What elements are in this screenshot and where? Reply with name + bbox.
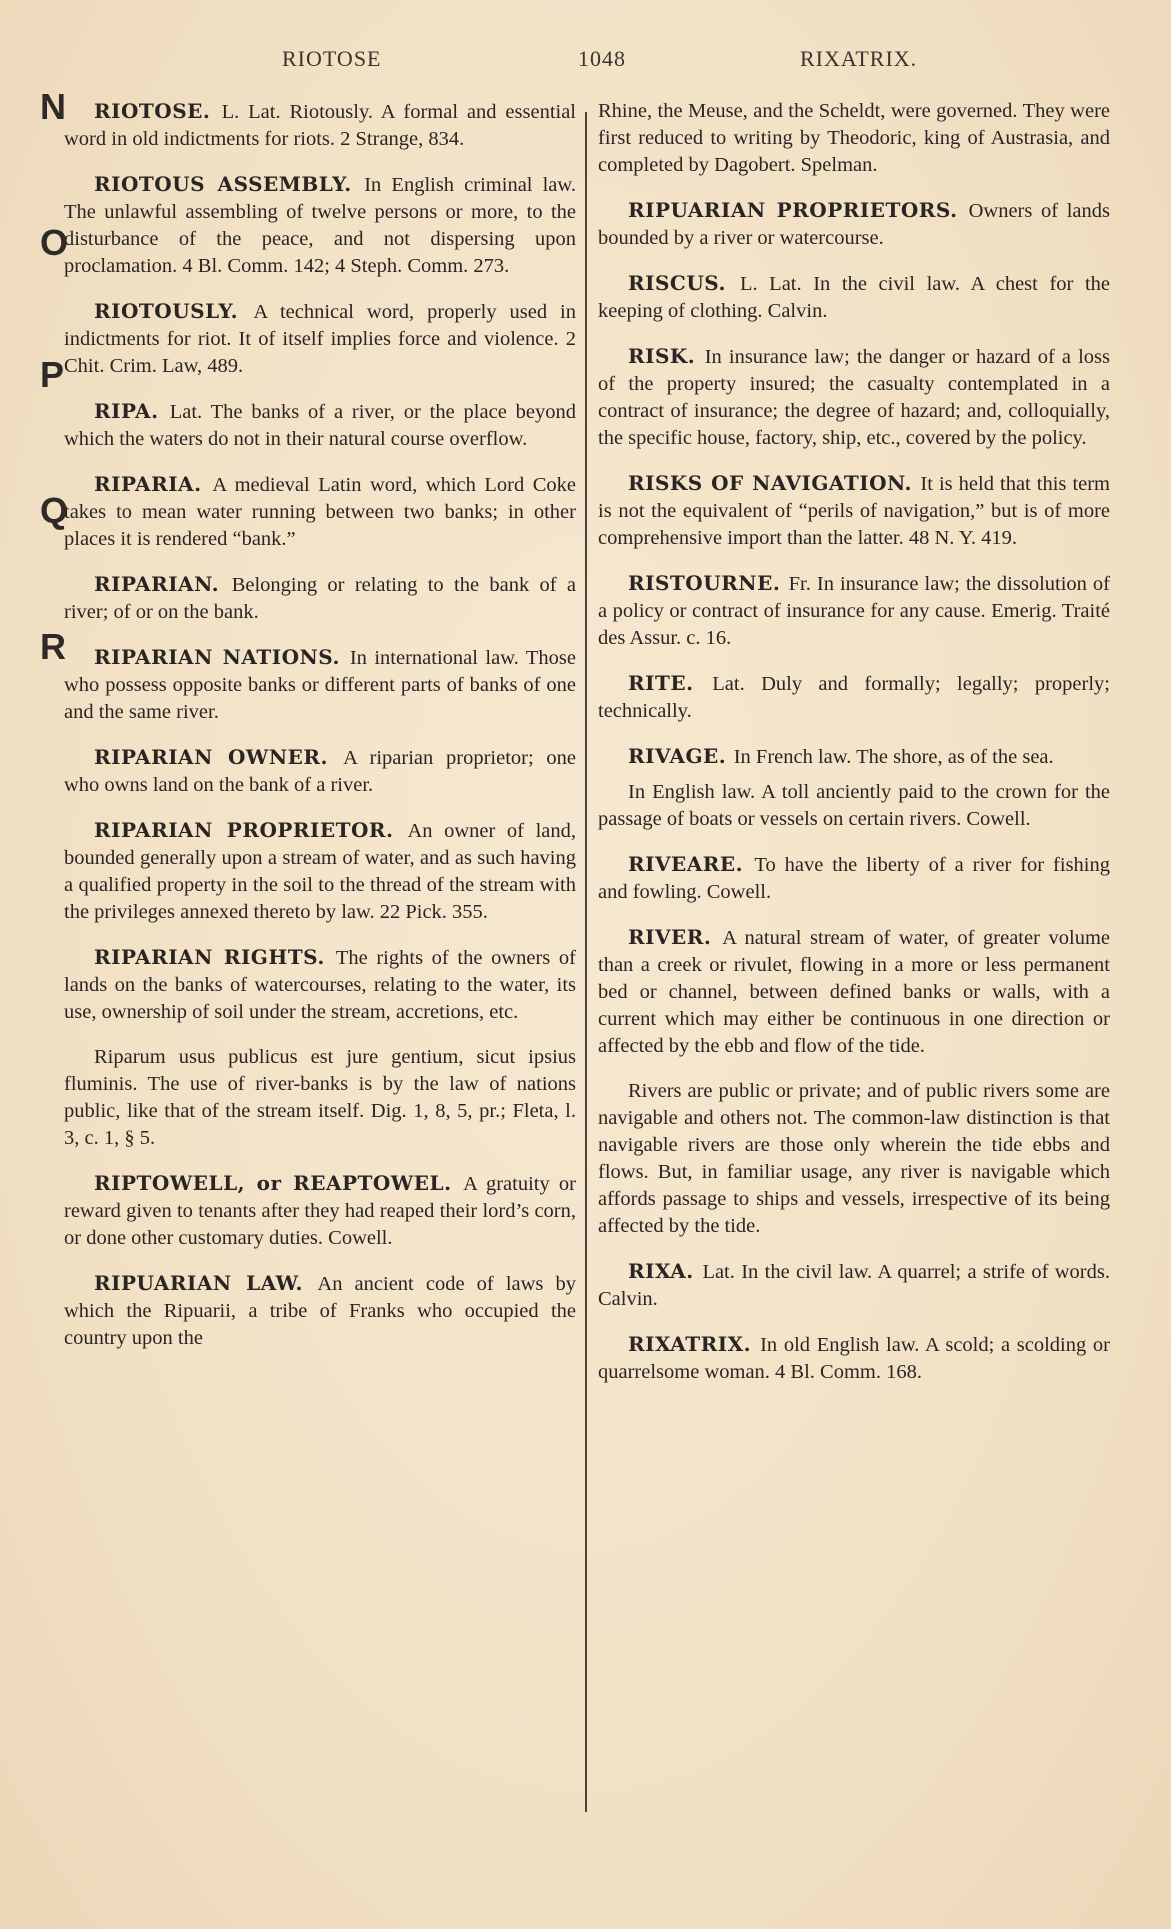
entry-headword: RIOTOSE. — [94, 99, 211, 123]
entry-definition: An owner of land, bounded generally upon a stream of water, and as such having a qualified property in the soil to the thread of the stream with the privileges annexed thereto by law. 22 Pick. 355. — [64, 820, 577, 923]
running-head-left: RIOTOSE — [282, 46, 382, 71]
entry-headword: RIOTOUSLY. — [94, 299, 239, 323]
entry-definition: Lat. The banks of a river, or the place beyond which the waters do not in their natural course overflow. — [64, 401, 576, 450]
entry-headword: RISK. — [628, 344, 696, 368]
dictionary-entry — [598, 924, 1110, 1060]
dictionary-entry — [598, 470, 1110, 552]
entry-headword: RIVEARE. — [628, 852, 744, 876]
entry-definition: In French law. The shore, as of the sea. — [733, 746, 1054, 768]
thumb-index-letter: O — [40, 222, 69, 263]
entry-sense-paragraph — [598, 1078, 1110, 1240]
entry-headword: RIPUARIAN PROPRIETORS. — [628, 198, 958, 222]
column-divider — [585, 112, 587, 1812]
entry-definition: Fr. In insurance law; the dissolution of a policy or contract of insurance for any cause. Emerig. Traité des Assur. c. 16. — [598, 573, 1110, 649]
entry-sense-paragraph — [598, 779, 1110, 833]
entry-definition: L. Lat. In the civil law. A chest for the keeping of clothing. Calvin. — [598, 273, 1111, 322]
entry-headword: RIXA. — [628, 1259, 694, 1283]
entry-headword: RIPARIA. — [94, 472, 202, 496]
entry-definition: Owners of lands bounded by a river or watercourse. — [598, 200, 1111, 249]
entry-definition: Lat. In the civil law. A quarrel; a strife of words. Calvin. — [598, 1261, 1110, 1310]
entry-definition: To have the liberty of a river for fishing and fowling. Cowell. — [598, 854, 1110, 903]
entry-headword: RIOTOUS ASSEMBLY. — [94, 172, 352, 196]
entry-headword: RISKS OF NAVIGATION. — [628, 471, 912, 495]
dictionary-entry — [64, 171, 576, 280]
entry-headword: RIPTOWELL, or REAPTOWEL. — [94, 1171, 452, 1195]
maxim-text: Riparum usus publicus est jure gentium, sicut ipsius fluminis. The use of river-banks is by the law of nations public, like that of the stream itself. Dig. 1, 8, 5, pr.; Fleta, l. 3, c. 1, § 5. — [64, 1046, 576, 1149]
entry-definition: An ancient code of laws by which the Ripuarii, a tribe of Franks who occupied the country upon the — [64, 1273, 576, 1349]
entry-headword: RITE. — [628, 671, 694, 695]
dictionary-entry — [64, 817, 576, 926]
dictionary-entry — [598, 1258, 1110, 1313]
entry-headword: RIPARIAN NATIONS. — [94, 645, 340, 669]
dictionary-entry — [64, 98, 576, 153]
dictionary-entry — [64, 944, 576, 1026]
entry-headword: RIVER. — [628, 925, 712, 949]
entry-definition: A technical word, properly used in indictments for riot. It of itself implies force and violence. 2 Chit. Crim. Law, 489. — [64, 301, 576, 377]
entry-headword: RISCUS. — [628, 271, 726, 295]
entry-definition: A riparian proprietor; one who owns land on the bank of a river. — [64, 747, 577, 796]
entry-headword: RISTOURNE. — [628, 571, 781, 595]
entry-headword: RIPARIAN PROPRIETOR. — [94, 818, 394, 842]
entry-definition: In old English law. A scold; a scolding or quarrelsome woman. 4 Bl. Comm. 168. — [598, 1334, 1110, 1383]
entry-definition: Rivers are public or private; and of public rivers some are navigable and others not. The common-law distinction is that navigable rivers are those only wherein the tide ebbs and flows. But, in familiar usage, any river is navigable which affords passage to ships and vessels, irrespective of its being affected by the tide. — [598, 1080, 1110, 1237]
entry-definition: Rhine, the Meuse, and the Scheldt, were governed. They were first reduced to writing by Theodoric, king of Austrasia, and completed by Dagobert. Spelman. — [598, 100, 1110, 176]
entry-headword: RIVAGE. — [628, 744, 727, 768]
dictionary-entry — [64, 571, 576, 626]
dictionary-entry — [64, 644, 576, 726]
dictionary-entry — [598, 670, 1110, 725]
dictionary-entry — [64, 744, 576, 799]
page-number: 1048 — [578, 46, 626, 71]
dictionary-entry — [64, 398, 576, 453]
dictionary-entry — [598, 570, 1110, 652]
entry-headword: RIPARIAN OWNER. — [94, 745, 328, 769]
entry-definition: Lat. Duly and formally; legally; properly; technically. — [598, 673, 1111, 722]
running-head-right: RIXATRIX. — [800, 46, 918, 71]
dictionary-entry — [64, 471, 576, 553]
latin-maxim — [64, 1044, 576, 1152]
entry-definition: In English law. A toll anciently paid to the crown for the passage of boats or vessels on certain rivers. Cowell. — [598, 781, 1110, 830]
dictionary-entry — [598, 1331, 1110, 1386]
dictionary-entry — [64, 1170, 576, 1252]
dictionary-entry — [598, 343, 1110, 452]
entry-definition: L. Lat. Riotously. A formal and essential word in old indictments for riots. 2 Strange, 834. — [64, 101, 577, 150]
dictionary-entry — [598, 270, 1110, 325]
entry-headword: RIXATRIX. — [628, 1332, 752, 1356]
entry-definition: It is held that this term is not the equivalent of “perils of navigation,” but is of more comprehensive import than the latter. 48 N. Y. 419. — [598, 473, 1111, 549]
entry-definition: Belonging or relating to the bank of a river; of or on the bank. — [64, 574, 576, 623]
entry-headword: RIPARIAN. — [94, 572, 220, 596]
entry-definition: The rights of the owners of lands on the banks of watercourses, relating to the water, its use, ownership of soil under the stream, accretions, etc. — [64, 947, 576, 1023]
entry-definition: A gratuity or reward given to tenants after they had reaped their lord’s corn, or done other customary duties. Cowell. — [64, 1173, 576, 1249]
thumb-index-letter: R — [40, 626, 66, 667]
entry-definition: In English criminal law. The unlawful assembling of twelve persons or more, to the disturbance of the peace, and not dispersing upon proclamation. 4 Bl. Comm. 142; 4 Steph. Comm. 273. — [64, 174, 577, 277]
entry-headword: RIPA. — [94, 399, 159, 423]
entry-definition: A medieval Latin word, which Lord Coke takes to mean water running between two banks; in other places it is rendered “bank.” — [64, 474, 577, 550]
dictionary-entry — [598, 197, 1110, 252]
entry-definition: A natural stream of water, of greater volume than a creek or rivulet, flowing in a more or less permanent bed or channel, between defined banks or walls, with a current which may either be continuous in one direction or affected by the ebb and flow of the tide. — [598, 927, 1110, 1057]
dictionary-entry — [64, 1270, 576, 1352]
thumb-index-letter: P — [40, 354, 65, 395]
entry-headword: RIPUARIAN LAW. — [94, 1271, 303, 1295]
entry-definition: In international law. Those who possess opposite banks or different parts of banks of one and the same river. — [64, 647, 576, 723]
dictionary-entry — [598, 743, 1110, 771]
dictionary-entry — [598, 851, 1110, 906]
right-column — [598, 98, 1110, 1404]
left-column — [64, 98, 576, 1370]
entry-headword: RIPARIAN RIGHTS. — [94, 945, 325, 969]
thumb-index-letter: Q — [40, 490, 69, 531]
thumb-index-letter: N — [40, 86, 66, 127]
dictionary-entry — [64, 298, 576, 380]
entry-definition: In insurance law; the danger or hazard of a loss of the property insured; the casualty contemplated in a contract of insurance; the degree of hazard; and, colloquially, the specific house, factory, ship, etc., covered by the policy. — [598, 346, 1111, 449]
entry-continuation — [598, 98, 1110, 179]
